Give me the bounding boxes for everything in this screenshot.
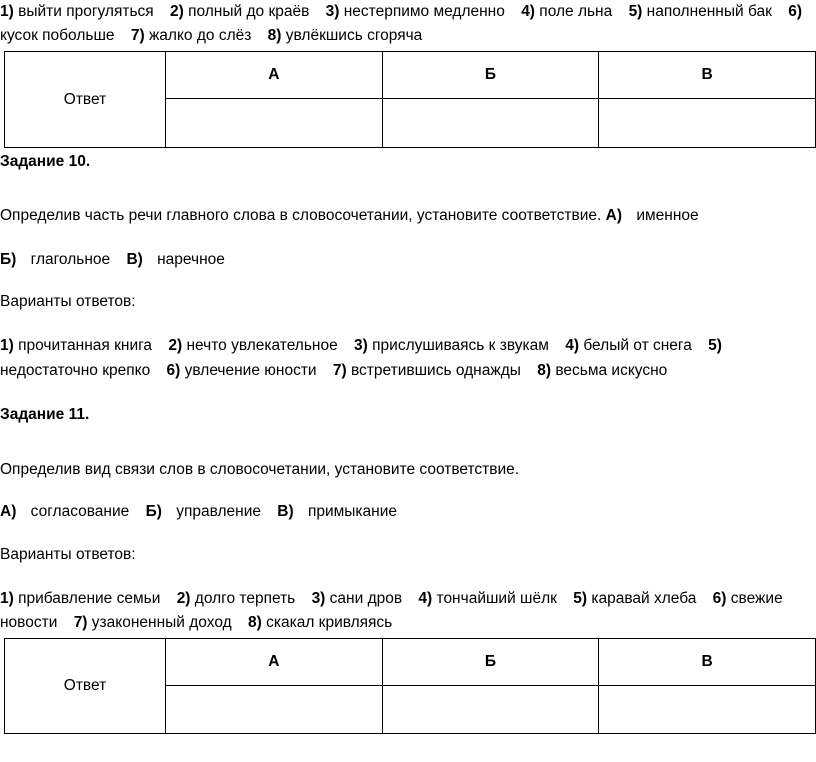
option-text: поле льна	[539, 3, 613, 20]
option-text: нестерпимо медленно	[343, 3, 505, 20]
answer-cell-b[interactable]	[382, 99, 599, 148]
option-text: долго терпеть	[194, 590, 296, 607]
answer-label: Ответ	[5, 639, 166, 734]
option-text: сани дров	[329, 590, 403, 607]
answer-table-2	[4, 638, 816, 734]
answer-label: Ответ	[5, 52, 166, 148]
task10-heading: Задание 10.	[0, 153, 91, 170]
answer-header-b: Б	[382, 639, 599, 686]
category-letter: В)	[126, 251, 143, 268]
task10-instruction-line	[0, 204, 699, 228]
answer-header-v: В	[599, 52, 816, 99]
option-text: жалко до слёз	[148, 27, 252, 44]
option-number: 7)	[130, 27, 145, 44]
category-text: примыкание	[307, 503, 398, 520]
answer-header-b: Б	[382, 52, 599, 99]
answer-header-a: А	[166, 639, 383, 686]
option-text: увлёкшись сгоряча	[285, 27, 423, 44]
option-text: белый от снега	[583, 337, 692, 354]
task11-options-line-2	[0, 611, 392, 635]
answer-cell-a[interactable]	[166, 686, 383, 734]
category-text: глагольное	[30, 251, 111, 268]
option-text: недостаточно крепко	[0, 362, 151, 379]
option-number: 8)	[267, 27, 282, 44]
option-number: 2)	[168, 337, 183, 354]
category-letter: А)	[0, 503, 17, 520]
option-number: 5)	[708, 337, 722, 354]
answer-cell-b[interactable]	[382, 686, 599, 734]
category-letter: А)	[605, 207, 623, 224]
option-text: весьма искусно	[555, 362, 668, 379]
option-number: 1)	[0, 337, 14, 354]
option-number: 7)	[332, 362, 347, 379]
option-text: наполненный бак	[646, 3, 772, 20]
option-text: свежие	[730, 590, 783, 607]
option-number: 3)	[311, 590, 326, 607]
task10-categories-line	[0, 248, 225, 272]
task10-options-line-1	[0, 334, 722, 358]
option-text: новости	[0, 614, 58, 631]
option-number: 2)	[176, 590, 191, 607]
task11-variants-label: Варианты ответов:	[0, 546, 136, 563]
task9-options-line-1	[0, 0, 802, 24]
option-number: 8)	[537, 362, 552, 379]
option-number: 6)	[712, 590, 727, 607]
option-number: 5)	[573, 590, 588, 607]
option-text: нечто увлекательное	[186, 337, 338, 354]
option-text: увлечение юности	[184, 362, 317, 379]
option-text: скакал кривляясь	[266, 614, 393, 631]
answer-header-v: В	[599, 639, 816, 686]
option-text: выйти прогуляться	[18, 3, 154, 20]
option-number: 1)	[0, 3, 14, 20]
answer-cell-a[interactable]	[166, 99, 383, 148]
task11-instruction: Определив вид связи слов в словосочетании, установите соответствие.	[0, 461, 520, 478]
option-number: 8)	[247, 614, 262, 631]
option-number: 6)	[166, 362, 181, 379]
category-text: именное	[636, 207, 699, 224]
task10-options-line-2	[0, 359, 667, 383]
task10-instruction: Определив часть речи главного слова в словосочетании, установите соответствие.	[0, 207, 602, 224]
option-text: прочитанная книга	[18, 337, 153, 354]
answer-cell-v[interactable]	[599, 99, 816, 148]
option-number: 3)	[325, 3, 340, 20]
option-text: каравай хлеба	[591, 590, 697, 607]
option-number: 6)	[788, 3, 803, 20]
answer-header-a: А	[166, 52, 383, 99]
category-letter: В)	[277, 503, 294, 520]
category-letter: Б)	[0, 251, 17, 268]
task11-heading: Задание 11.	[0, 406, 90, 423]
category-text: согласование	[30, 503, 130, 520]
option-number: 5)	[628, 3, 643, 20]
option-number: 4)	[565, 337, 580, 354]
option-text: узаконенный доход	[91, 614, 232, 631]
option-text: кусок побольше	[0, 27, 115, 44]
category-text: управление	[176, 503, 261, 520]
option-number: 4)	[418, 590, 433, 607]
option-text: полный до краёв	[188, 3, 310, 20]
option-text: прибавление семьи	[18, 590, 161, 607]
task9-options-line-2	[0, 24, 422, 48]
option-text: встретившись однажды	[351, 362, 521, 379]
option-number: 7)	[73, 614, 88, 631]
option-number: 2)	[169, 3, 184, 20]
category-text: наречное	[157, 251, 225, 268]
task10-variants-label: Варианты ответов:	[0, 293, 136, 310]
option-text: прислушиваясь к звукам	[372, 337, 549, 354]
answer-table-1	[4, 51, 816, 148]
option-number: 4)	[521, 3, 535, 20]
option-number: 3)	[354, 337, 368, 354]
task11-options-line-1	[0, 587, 783, 611]
option-text: тончайший шёлк	[436, 590, 557, 607]
task11-categories-line	[0, 500, 397, 524]
category-letter: Б)	[145, 503, 162, 520]
option-number: 1)	[0, 590, 14, 607]
answer-cell-v[interactable]	[599, 686, 816, 734]
